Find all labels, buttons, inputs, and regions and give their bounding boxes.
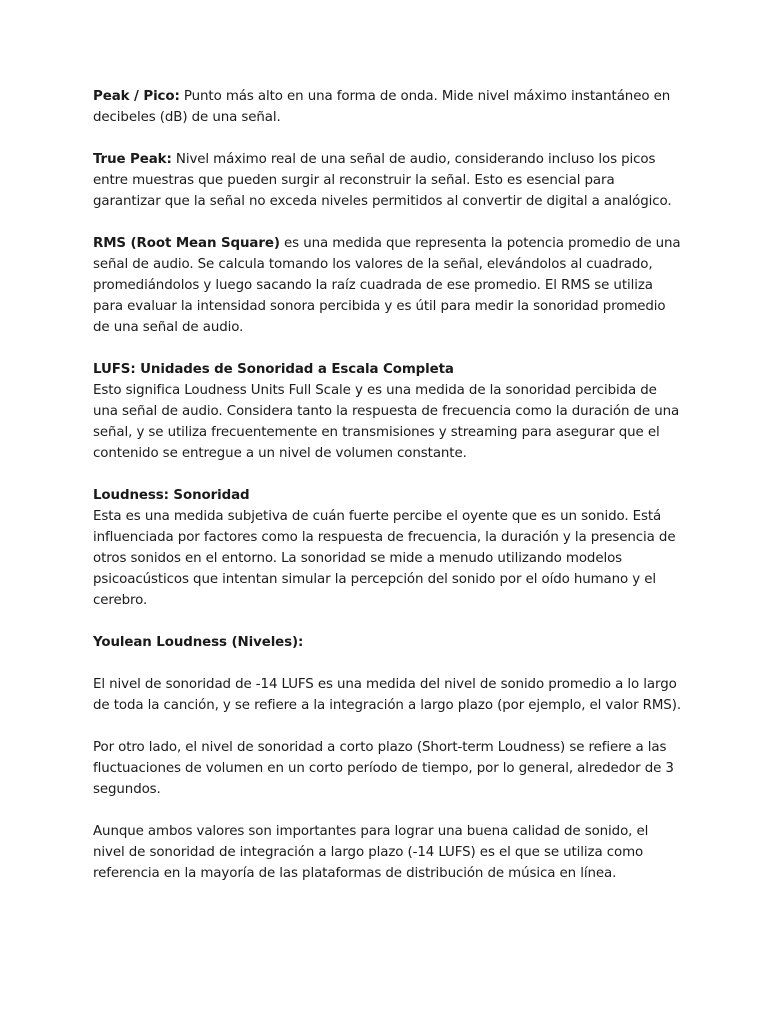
true-peak-paragraph [93, 149, 683, 212]
youlean-paragraph-2: Por otro lado, el nivel de sonoridad a corto plazo (Short-term Loudness) se refiere a las fluctuaciones de volumen en un corto período de tiempo, por lo general, alrededor de 3 segundos. [93, 740, 674, 797]
loudness-definition: Esta es una medida subjetiva de cuán fuerte percibe el oyente que es un sonido. Está influenciada por factores como la respuesta de frecuencia, la duración y la presencia de otros sonidos en el entorno. La sonoridad se mide a menudo utilizando modelos psicoacústicos que intentan simular la percepción del sonido por el oído humano y el cerebro. [93, 509, 676, 608]
loudness-heading: Loudness: Sonoridad [93, 488, 250, 503]
loudness-paragraph [93, 485, 683, 611]
youlean-heading-paragraph [93, 632, 683, 653]
youlean-paragraph-1: El nivel de sonoridad de -14 LUFS es una medida del nivel de sonido promedio a lo largo de toda la canción, y se refiere a la integración a largo plazo (por ejemplo, el valor RMS). [93, 677, 681, 713]
youlean-paragraph-3: Aunque ambos valores son importantes para lograr una buena calidad de sonido, el nivel de sonoridad de integración a largo plazo (-14 LUFS) es el que se utiliza como referencia en la mayoría de las plataformas de distribución de música en línea. [93, 824, 649, 881]
true-peak-definition: Nivel máximo real de una señal de audio, considerando incluso los picos entre muestras que pueden surgir al reconstruir la señal. Esto es esencial para garantizar que la señal no exceda niveles permitidos al convertir de digital a analógico. [93, 152, 672, 209]
rms-definition: es una medida que representa la potencia promedio de una señal de audio. Se calcula tomando los valores de la señal, elevándolos al cuadrado, promediándolos y luego sacando la raíz cuadrada de ese promedio. El RMS se utiliza para evaluar la intensidad sonora percibida y es útil para medir la sonoridad promedio de una señal de audio. [93, 236, 681, 335]
youlean-heading: Youlean Loudness (Niveles): [93, 635, 304, 650]
lufs-paragraph [93, 359, 683, 464]
rms-term: RMS (Root Mean Square) [93, 236, 280, 251]
peak-paragraph [93, 86, 683, 128]
peak-definition: Punto más alto en una forma de onda. Mide nivel máximo instantáneo en decibeles (dB) de una señal. [93, 89, 671, 125]
lufs-heading: LUFS: Unidades de Sonoridad a Escala Completa [93, 362, 454, 377]
document-page [93, 86, 683, 884]
peak-term: Peak / Pico: [93, 89, 180, 104]
rms-paragraph [93, 233, 683, 338]
lufs-definition: Esto significa Loudness Units Full Scale y es una medida de la sonoridad percibida de una señal de audio. Considera tanto la respuesta de frecuencia como la duración de una señal, y se utiliza frecuentemente en transmisiones y streaming para asegurar que el contenido se entregue a un nivel de volumen constante. [93, 383, 680, 461]
true-peak-term: True Peak: [93, 152, 172, 167]
